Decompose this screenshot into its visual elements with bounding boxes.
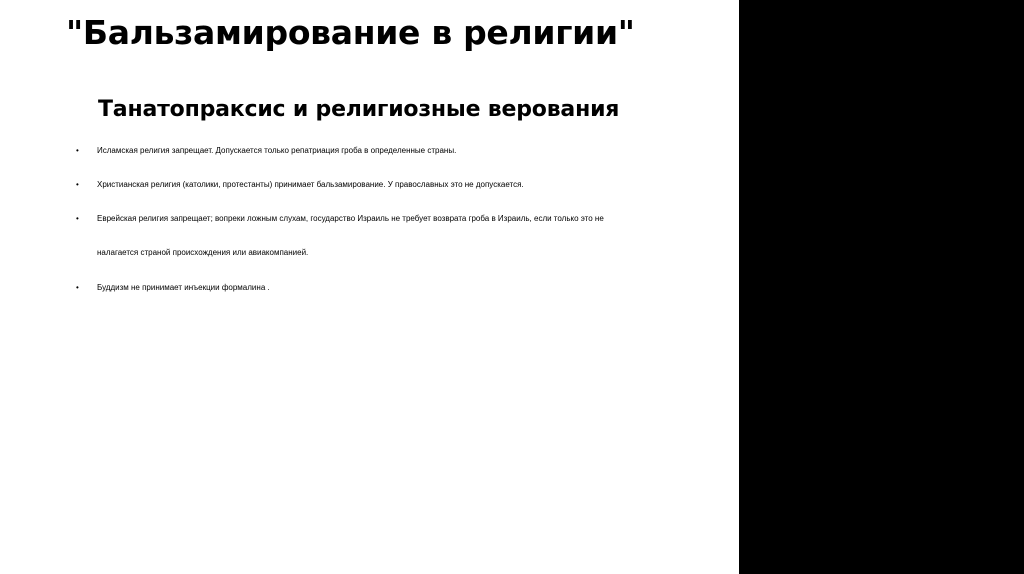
bullet-text: Исламская религия запрещает. Допускается только репатриация гроба в определенные страны. xyxy=(97,146,457,155)
bullet-text: Еврейская религия запрещает; вопреки ложным слухам, государство Израиль не требует возврата гроба в Израиль, если только это не xyxy=(97,214,604,223)
side-panel xyxy=(739,0,1024,574)
slide-subtitle: Танатопраксис и религиозные верования xyxy=(98,97,620,122)
bullet-marker: • xyxy=(76,214,79,223)
bullet-marker: • xyxy=(76,180,79,189)
bullet-marker: • xyxy=(76,146,79,155)
bullet-marker: • xyxy=(76,283,79,292)
slide-title: "Бальзамирование в религии" xyxy=(66,13,635,52)
bullet-text: Буддизм не принимает инъекции формалина . xyxy=(97,283,270,292)
bullet-text: Христианская религия (католики, протестанты) принимает бальзамирование. У православных это не допускается. xyxy=(97,180,524,189)
bullet-text-continuation: налагается страной происхождения или авиакомпанией. xyxy=(97,248,309,257)
